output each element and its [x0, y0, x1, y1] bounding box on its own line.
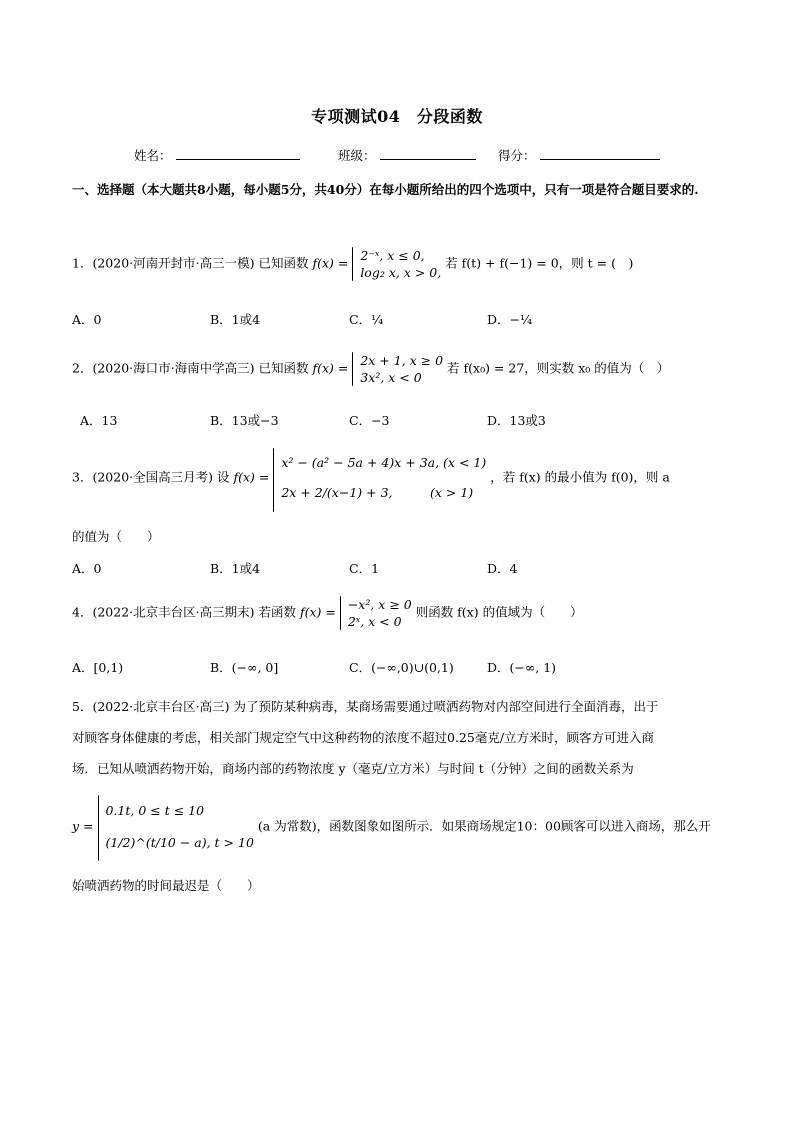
q5-y: y = [72, 818, 94, 834]
q5-suffix: (a 为常数)，函数图象如图所示．如果商场规定10：00顾客可以进入商场，那么开 [257, 818, 711, 834]
q3-line2: 的值为（ ） [72, 529, 160, 544]
q2-fx: f(x) = [312, 360, 349, 376]
q5-formula-line [72, 795, 711, 859]
q2-prefix: 2．(2020·海口市·海南中学高三) 已知函数 [72, 360, 309, 376]
q5-line3: 场．已知从喷洒药物开始，商场内部的药物浓度 y（毫克/立方米）与时间 t（分钟）之间的函数关系为 [72, 761, 634, 776]
q4-fx: f(x) = [299, 604, 336, 620]
q4-suffix: 则函数 f(x) 的值域为（ ） [415, 604, 583, 620]
q1-option-a: A．0 [72, 312, 102, 327]
question-2 [72, 352, 669, 386]
score-field [498, 146, 660, 164]
score-blank [540, 147, 660, 160]
q1-case1: 2⁻ˣ, x ≤ 0, [360, 248, 425, 263]
q5-case1: 0.1t, 0 ≤ t ≤ 10 [105, 803, 205, 818]
page-title: 专项测试04 分段函数 [311, 107, 483, 126]
section-heading: 一、选择题（本大题共8小题，每小题5分，共40分）在每小题所给出的四个选项中，只有一项是符合题目要求的. [72, 182, 699, 197]
q4-case2: 2ˣ, x < 0 [347, 614, 402, 629]
q4-prefix: 4．(2022·北京丰台区·高三期末) 若函数 [72, 604, 296, 620]
q5-line1: 5．(2022·北京丰台区·高三) 为了预防某种病毒，某商场需要通过喷洒药物对内部空间进行全面消毒，出于 [72, 699, 659, 714]
question-3 [72, 448, 670, 508]
q3-case1: x² − (a² − 5a + 4)x + 3a, (x < 1) [281, 455, 487, 470]
score-label: 得分： [498, 148, 536, 163]
q5-line5: 始喷洒药物的时间最迟是（ ） [72, 878, 260, 893]
class-blank [380, 147, 476, 160]
q3-option-c: C．1 [349, 561, 380, 576]
q1-case2: log₂ x, x > 0, [360, 265, 442, 280]
q3-suffix: ，若 f(x) 的最小值为 f(0)，则 a [490, 469, 670, 485]
q1-piecewise [352, 247, 441, 281]
name-blank [176, 147, 300, 160]
q2-option-c: C．−3 [349, 413, 390, 428]
q3-case2: 2x + 2/(x−1) + 3, (x > 1) [281, 485, 474, 500]
question-4 [72, 596, 583, 630]
q1-option-d: D．−¼ [487, 312, 533, 327]
q5-case2: (1/2)^(t/10 − a), t > 10 [105, 835, 254, 850]
class-label: 班级： [338, 148, 376, 163]
name-label: 姓名： [134, 148, 172, 163]
q1-option-c: C．¼ [349, 312, 384, 327]
q2-option-a: A．13 [80, 413, 118, 428]
name-field [134, 146, 300, 164]
q4-option-d: D．(−∞, 1) [487, 660, 557, 675]
q2-case2: 3x², x < 0 [360, 370, 422, 385]
q2-suffix: 若 f(x₀) = 27，则实数 x₀ 的值为（ ） [447, 360, 670, 376]
q3-option-a: A．0 [72, 561, 102, 576]
q3-piecewise [273, 448, 486, 508]
q5-piecewise [98, 795, 254, 859]
q3-fx: f(x) = [233, 469, 270, 485]
q1-option-b: B．1或4 [210, 312, 261, 327]
q4-option-b: B．(−∞, 0] [210, 660, 279, 675]
class-field [338, 146, 476, 164]
q1-suffix: 若 f(t) + f(−1) = 0，则 t = ( ) [445, 255, 634, 271]
q2-option-b: B．13或−3 [210, 413, 279, 428]
q4-option-c: C．(−∞,0)∪(0,1) [349, 660, 454, 675]
q4-case1: −x², x ≥ 0 [347, 597, 412, 612]
q2-case1: 2x + 1, x ≥ 0 [360, 353, 444, 368]
q4-piecewise [340, 596, 412, 630]
question-1 [72, 247, 633, 281]
q3-prefix: 3．(2020·全国高三月考) 设 [72, 469, 230, 485]
q1-prefix: 1．(2020·河南开封市·高三一模) 已知函数 [72, 255, 309, 271]
q3-option-b: B．1或4 [210, 561, 261, 576]
q4-option-a: A．[0,1) [72, 660, 124, 675]
q1-fx: f(x) = [312, 255, 349, 271]
q5-line2: 对顾客身体健康的考虑，相关部门规定空气中这种药物的浓度不超过0.25毫克/立方米时，顾客方可进入商 [72, 730, 655, 745]
q2-option-d: D．13或3 [487, 413, 546, 428]
q3-option-d: D．4 [487, 561, 518, 576]
q2-piecewise [352, 352, 443, 386]
